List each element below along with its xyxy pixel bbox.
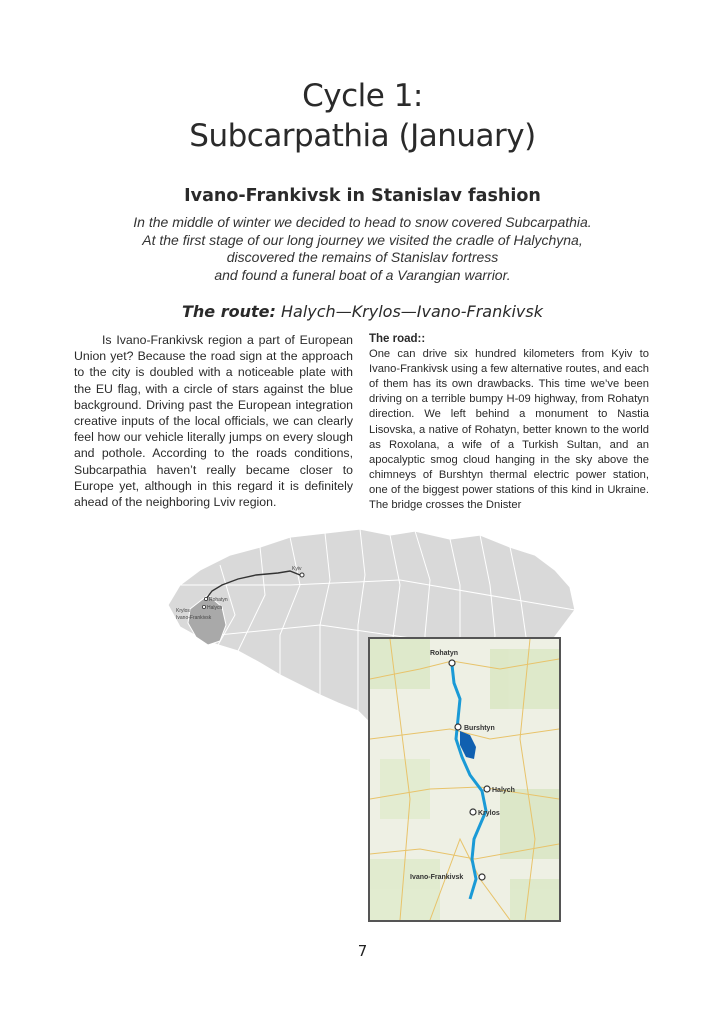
detail-burshtyn-marker [455,724,461,730]
overview-label-halych: Halych [207,605,223,611]
route-value: Halych—Krylos—Ivano-Frankivsk [281,302,543,321]
detail-label-rohatyn: Rohatyn [430,650,458,657]
kyiv-marker [300,573,304,577]
detail-route-map [368,637,561,922]
overview-label-ivano-frankivsk: Ivano-Frankivsk [176,615,212,621]
intro-line: discovered the remains of Stanislav fortress [226,249,499,265]
section-title: Ivano-Frankivsk in Stanislav fashion [184,186,541,206]
detail-label-burshtyn: Burshtyn [464,725,495,732]
right-column [369,332,649,513]
left-column-text: Is Ivano-Frankivsk region a part of European Union yet? Because the road sign at the approach to the city is doubled with a noticeable plate with the EU flag, with a circle of stars against the blue background. Driving past the European integration creative inputs of the local officials, we can clearly feel how our vehicle literally jumps on every slough and pothole. According to the roads conditions, Subcarpathia haven’t really became closer to Europe yet, although in this regard it is definitely ahead of the neighboring Lviv region. [74,333,353,510]
intro-line: and found a funeral boat of a Varangian warrior. [214,266,511,283]
route-label: The route: [182,302,276,321]
detail-map-svg [370,639,559,920]
overview-label-rohatyn: Rohatyn [209,597,228,603]
detail-krylos-marker [470,809,476,815]
road-text: One can drive six hundred kilometers from Kyiv to Ivano-Frankivsk using a few alternative routes, and each of them has its own drawbacks. This time we’ve been driving on a terrible bumpy H-09 highway, from Rohatyn direction. We left behind a monument to Nastia Lisovska, a native of Rohatyn, better known to the world as Roxolana, a wife of a Turkish Sultan, and an apocalyptic smog cloud hanging in the sky above the chimneys of Burshtyn thermal electric power station, one of the biggest power stations of this kind in Ukraine. The bridge crosses the Dnister [369,348,649,512]
intro-line: At the first stage of our long journey we visited the cradle of Halychyna, [142,231,583,248]
detail-label-ivano-frankivsk: Ivano-Frankivsk [410,874,464,881]
rohatyn-marker [204,597,207,600]
page-number: 7 [357,942,368,960]
intro-paragraph [60,214,665,284]
chapter-title [0,76,725,156]
detail-rohatyn-marker [449,660,455,666]
detail-halych-marker [484,786,490,792]
detail-ivano-frankivsk-marker [479,874,485,880]
chapter-title-line1: Cycle 1: [302,78,423,114]
overview-label-krylos: Krylos [176,608,190,614]
overview-label-kyiv: Kyiv [292,566,302,572]
detail-label-halych: Halych [492,787,515,794]
chapter-title-line2: Subcarpathia (January) [189,118,536,154]
road-heading: The road:: [369,333,426,345]
map-figure [160,525,580,925]
route-line [0,302,725,321]
halych-marker [202,605,205,608]
detail-label-krylos: Krylos [478,810,500,817]
intro-line: In the middle of winter we decided to head to snow covered Subcarpathia. [133,214,592,230]
